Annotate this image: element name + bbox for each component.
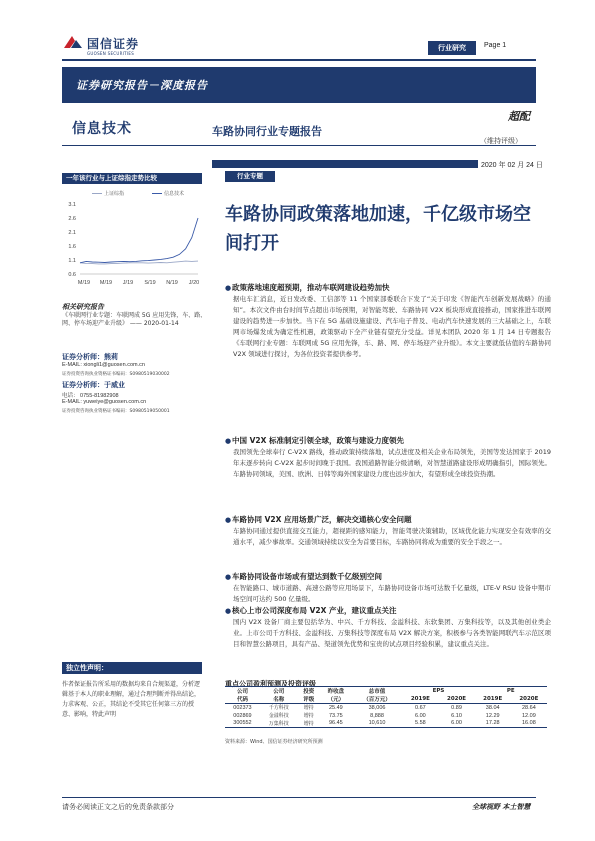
related-research-body: 《车联网行业专题：车联网成 5G 应用先锋，车、路、网、停车场迎产业升级》 —— 2020-01-14 bbox=[62, 312, 207, 327]
x-tick-label: J/20 bbox=[188, 280, 200, 286]
y-tick-label: 0.6 bbox=[68, 272, 76, 278]
section-heading-text: 核心上市公司深度布局 V2X 产业，建议重点关注 bbox=[232, 606, 397, 615]
footer-rule bbox=[62, 797, 536, 798]
section-body: 国内 V2X 设备厂商主要包括华为、中兴、千方科技、金溢科技、东软集团、万集科技等，以及其他创业类企业。上市公司千方科技、金溢科技、万集科技等深度布局 V2X 解决方案，积极参与各类智能网联汽车示范区项目和智慧公路项目，具有产品、渠道领先优势和宝贵的试点项目经验积累，建议重点关注。 bbox=[233, 618, 551, 648]
table-header-cell: 昨收盘 bbox=[320, 687, 352, 696]
table-cell: 38,006 bbox=[368, 704, 386, 711]
section-body: 在智能路口、城市道路、高速公路等应用场景下，车路协同设备市场可达数千亿量级，LTE-V RSU 设备中期市场空间可达约 500 亿量级。 bbox=[233, 584, 551, 603]
footer-disclaimer: 请务必阅读正文之后的免责条款部分 bbox=[62, 803, 174, 811]
table-header-cell: 代码 bbox=[225, 695, 260, 704]
logo-text: 国信证券 bbox=[87, 37, 140, 51]
disclaimer-body: 作者保证报告所采用的数据均来自合规渠道，分析逻辑基于本人的职业理解，通过合理判断并得出结论，力求客观、公正，其结论不受其它任何第三方的授意、影响，特此声明 bbox=[62, 681, 201, 718]
rating-sub: （维持评级） bbox=[480, 137, 522, 145]
table-cell: 16.08 bbox=[511, 720, 547, 728]
table-header-cell: 投资 bbox=[298, 687, 320, 696]
table-row bbox=[225, 712, 547, 720]
analyst-label: 证券分析师： bbox=[62, 353, 104, 361]
table-cell: 10,610 bbox=[352, 720, 403, 728]
table-cell: 增持 bbox=[303, 713, 314, 719]
x-tick-label: J/19 bbox=[122, 280, 134, 286]
section-heading-text: 车路协同 V2X 应用场景广泛，解决交通核心安全问题 bbox=[232, 515, 412, 524]
table-header-cell: PE bbox=[475, 687, 547, 696]
table-cell: 28.64 bbox=[521, 704, 536, 711]
table-cell: 千方科技 bbox=[268, 705, 289, 712]
bullet-icon: ● bbox=[225, 437, 232, 445]
legend-label: 信息技术 bbox=[164, 191, 185, 197]
legend-series-2 bbox=[152, 190, 184, 197]
bullet-icon: ● bbox=[225, 516, 232, 524]
table-header-cell: 公司 bbox=[260, 687, 298, 696]
table-header-cell: （百万元） bbox=[352, 695, 403, 704]
section-heading bbox=[225, 571, 382, 582]
report-date: 2020 年 02 月 24 日 bbox=[478, 160, 546, 170]
report-title: 车路协同行业专题报告 bbox=[212, 125, 322, 138]
table-header-cell: （元） bbox=[320, 695, 352, 704]
table-row bbox=[225, 720, 547, 728]
section-heading bbox=[225, 435, 404, 446]
section-body: 车路协同通过提供直接交互能力，超视距的感知能力，智能驾驶决策辅助，区域优化能力实现安全有效率的交通水平，减少事故率。交通领域持续以安全为首要目标，车路协同将成为重要的安全手段之一。 bbox=[233, 527, 551, 546]
table-cell: 12.29 bbox=[485, 712, 500, 719]
industry-tag: 行业专题 bbox=[225, 171, 275, 182]
y-tick-label: 3.1 bbox=[68, 202, 76, 208]
table-header-cell: 名称 bbox=[260, 695, 298, 704]
table-header-cell: 2020E bbox=[511, 695, 547, 704]
table-cell: 002373 bbox=[233, 704, 252, 711]
y-tick-label: 1.1 bbox=[68, 258, 76, 264]
table-row bbox=[225, 704, 547, 712]
guosen-logo-icon bbox=[62, 34, 84, 52]
x-tick-label: M/19 bbox=[77, 280, 91, 286]
legend-swatch bbox=[92, 193, 102, 194]
table-header-row bbox=[225, 687, 547, 696]
table-header-cell: EPS bbox=[402, 687, 474, 696]
legend-label: 上证综指 bbox=[104, 191, 125, 197]
section-body: 我国领先全球奉行 C-V2X 路线，推动政策持续落地，试点进度及相关企业布局领先，美国等发达国家于 2019 年末逐步转向 C-V2X 起步时间晚于我国。我国道路智能分级清晰，对智慧道路建设形成明确指引，国际领先。车路协同领域，美国、欧洲、日韩等海外国家建设力度也远步加大，有望形成全球投资热潮。 bbox=[233, 448, 551, 478]
x-tick-label: M/19 bbox=[99, 280, 113, 286]
y-tick-label: 2.1 bbox=[68, 230, 76, 236]
bullet-icon: ● bbox=[225, 573, 232, 581]
x-tick-label: S/19 bbox=[144, 280, 156, 286]
chart-heading: 一年该行业与上证综指走势比较 bbox=[62, 173, 202, 184]
analyst-2 bbox=[62, 380, 125, 390]
table-cell: 300552 bbox=[225, 720, 260, 728]
analyst-name: 于威业 bbox=[104, 381, 125, 389]
table-cell: 25.49 bbox=[328, 704, 343, 711]
table-cell: 0.89 bbox=[451, 704, 462, 711]
table-cell: 12.09 bbox=[521, 712, 536, 719]
section-heading bbox=[225, 514, 412, 525]
table-cell: 5.58 bbox=[402, 720, 438, 728]
table-cell: 73.75 bbox=[328, 712, 343, 719]
disclaimer-heading: 独立性声明： bbox=[62, 662, 202, 674]
header-rule bbox=[62, 59, 536, 61]
related-research-heading: 相关研究报告 bbox=[62, 303, 104, 311]
section-heading bbox=[225, 605, 397, 616]
section-heading-text: 车路协同设备市场或有望达到数千亿级别空间 bbox=[232, 572, 382, 581]
x-tick-label: N/19 bbox=[166, 280, 178, 286]
table-header-cell: 评级 bbox=[298, 695, 320, 704]
table-cell: 增持 bbox=[303, 705, 314, 712]
analyst-email: E-MAIL: yuweiye@guosen.com.cn bbox=[62, 399, 147, 405]
trend-chart bbox=[58, 198, 208, 298]
headline: 车路协同政策落地加速，千亿级市场空间打开 bbox=[225, 204, 531, 254]
analyst-cert: 证券投资咨询执业资格证书编码：S0980519050001 bbox=[62, 409, 170, 414]
table-header-cell: 2019E bbox=[402, 695, 438, 704]
footer-slogan: 全球视野 本土智慧 bbox=[472, 803, 531, 811]
table-header-cell: 总市值 bbox=[352, 687, 403, 696]
table-cell: 金溢科技 bbox=[268, 713, 289, 719]
rating: 超配 bbox=[508, 110, 530, 123]
page-number: Page 1 bbox=[484, 42, 507, 49]
section-heading-text: 中国 V2X 标准制定引领全球，政策与建设力度领先 bbox=[232, 436, 405, 445]
section-body: 据电车汇消息，近日发改委、工信部等 11 个国家部委联合下发了“关于印发《智能汽车创新发展战略》的通知”。本次文件由台时间节点超出市场预期，对智能驾驶、车路协同 V2X 板块形成直接推动，国家推进车联网建设的趋势进一步加快。当下在 5G 基础设施建设、汽车电子普及、电动汽车快速发展的三大基础之上，车联网市场爆发成为确定性机遇，政策驱动下全产业链有望充分受益。详见本团队 2020 年 1 月 14 日专题报告《车联网行业专题：车联网成 5G 应用先锋，车、路、网、停车场迎产业升级》。本文主要就低估值的车路协同 V2X 领域进行探讨，为各位投资者提供参考。 bbox=[233, 295, 551, 358]
analyst-1 bbox=[62, 352, 118, 362]
table-header-cell: 公司 bbox=[225, 687, 260, 696]
header-tag: 行业研究 bbox=[428, 41, 476, 55]
table-cell: 6.00 bbox=[415, 712, 426, 719]
table-header-cell: 2019E bbox=[475, 695, 511, 704]
table-cell: 6.00 bbox=[438, 720, 474, 728]
table-header-cell: 2020E bbox=[438, 695, 474, 704]
table-cell: 0.67 bbox=[415, 704, 426, 711]
table-cell: 万集科技 bbox=[260, 720, 298, 728]
table-cell: 96.45 bbox=[320, 720, 352, 728]
table-cell: 8,888 bbox=[370, 712, 384, 719]
sector-name: 信息技术 bbox=[72, 121, 132, 137]
analyst-phone: 电话： 0755-81982908 bbox=[62, 393, 119, 399]
bullet-icon: ● bbox=[225, 284, 232, 292]
analyst-cert: 证券投资咨询执业资格证书编码：S0980519030002 bbox=[62, 372, 170, 377]
analyst-label: 证券分析师： bbox=[62, 381, 104, 389]
table-cell: 002869 bbox=[233, 712, 252, 719]
title-rule bbox=[62, 145, 536, 146]
legend-series-1 bbox=[92, 190, 124, 197]
logo-text-en: GUOSEN SECURITIES bbox=[87, 51, 135, 56]
table-source: 资料来源：Wind、国信证券经济研究所预测 bbox=[225, 739, 323, 745]
section-heading bbox=[225, 282, 390, 293]
legend-swatch bbox=[152, 193, 162, 194]
y-tick-label: 2.6 bbox=[68, 216, 76, 222]
y-tick-label: 1.6 bbox=[68, 244, 76, 250]
table-title: 重点公司盈利预测及投资评级 bbox=[225, 680, 316, 688]
analyst-name: 熊莉 bbox=[104, 353, 118, 361]
table-header-row bbox=[225, 695, 547, 704]
bullet-icon: ● bbox=[225, 607, 232, 615]
banner-title: 证券研究报告－深度报告 bbox=[76, 79, 208, 92]
forecast-table bbox=[225, 686, 547, 728]
table-cell: 6.10 bbox=[451, 712, 462, 719]
table-cell: 17.28 bbox=[475, 720, 511, 728]
series-line bbox=[80, 218, 198, 263]
analyst-email: E-MAIL: xiongli1@guosen.com.cn bbox=[62, 362, 145, 368]
table-cell: 增持 bbox=[298, 720, 320, 728]
table-cell: 38.04 bbox=[485, 704, 500, 711]
section-heading-text: 政策落地速度超预期，推动车联网建设趋势加快 bbox=[232, 283, 390, 292]
